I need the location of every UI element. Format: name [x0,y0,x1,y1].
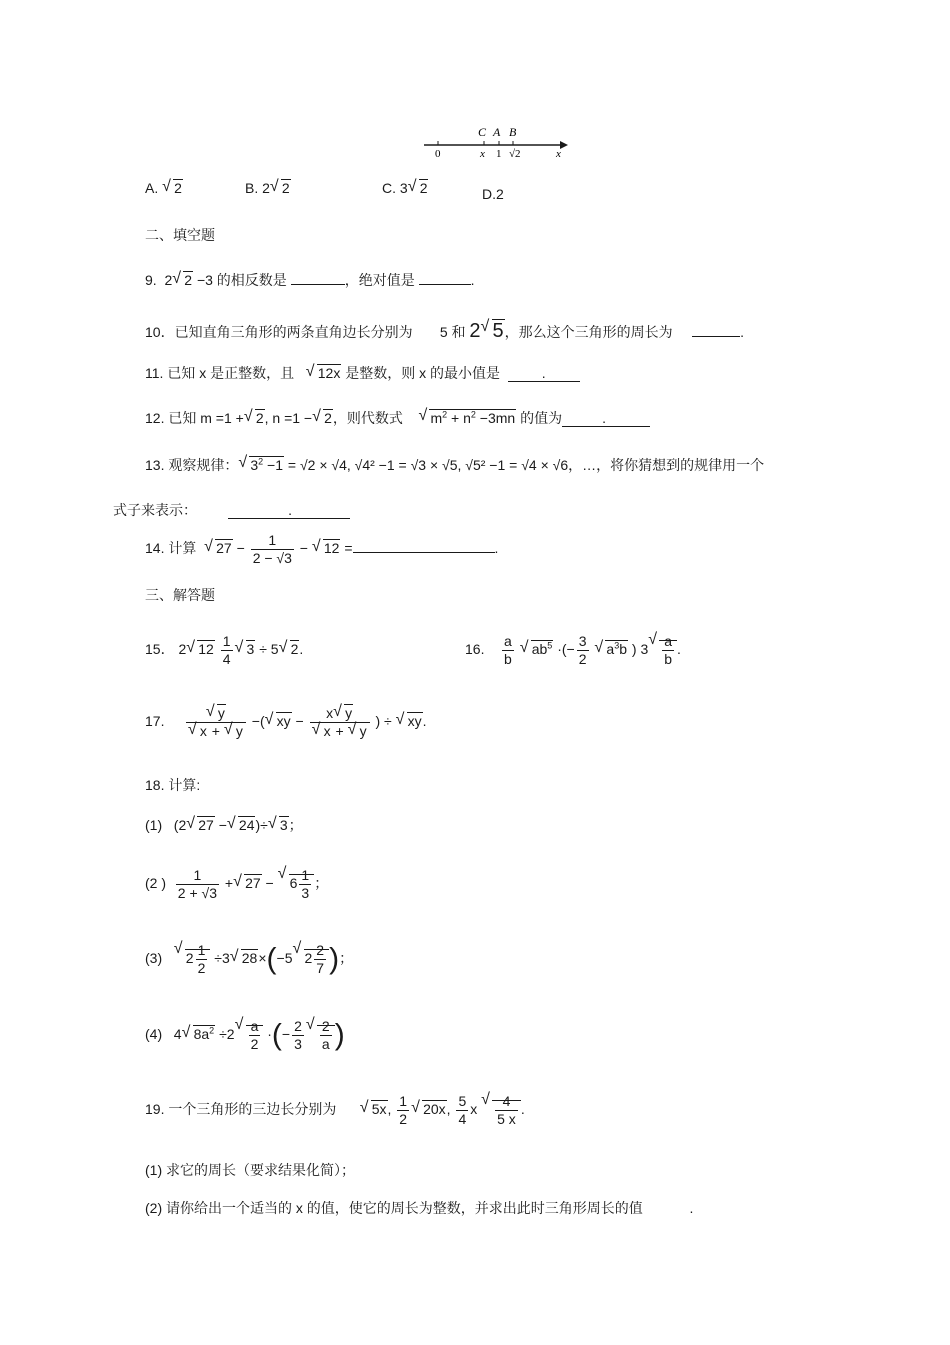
section-fill-in-title: 二、填空题 [145,227,215,243]
question-13-line2: 式子来表示： . [113,500,350,520]
tick-x: x [480,148,485,160]
option-c: C. 3√ 2 [382,180,428,196]
question-19-part1: (1) 求它的周长（要求结果化简）； [145,1162,355,1178]
question-18-part3: (3) √ 2 $\frac{1}{2}$ ÷3√ 28×(−5√ 2 $\frac{2}{7}$ )； [145,942,353,977]
tick-sqrt2: √2 [509,148,521,160]
number-line-figure [420,122,570,162]
option-b: B. 2√ 2 [245,180,291,196]
question-14: 14. 计算 √ 27 − $\frac{1}{2 - √3}$ − √ 12 = . [145,532,498,567]
point-a-label: A [493,125,501,139]
question-17: 17. √ y √ x + √ y −(√ xy − x√ y √ x + √ y ) ÷ √ xy. [145,705,426,740]
question-18-title: 18. 计算: [145,777,201,793]
question-16: 16. $\frac{a}{b}$ √ $ab^5$ ·(− $\frac{3}{2}$ √ $a^3b$ ) 3 √ $\frac{a}{b}$ . [465,633,681,668]
question-15: 15． 2√ 12 $\frac{1}{4}$ √ 3 ÷ 5√ 2. [145,633,303,668]
tick-1: 1 [496,148,502,160]
tick-0: 0 [435,148,441,160]
option-a: A. √ 2 [145,180,183,196]
question-18-part1: (1) (2√ 27 −√ 24)÷√ 3； [145,815,303,835]
point-c-label: C [478,125,487,139]
option-d: D.2 [482,186,504,202]
question-19-part2: (2) 请你给出一个适当的 x 的值，使它的周长为整数，并求出此时三角形周长的值 . [145,1200,694,1216]
question-10: 10．已知直角三角形的两条直角边长分别为 5 和 2√ 5，那么这个三角形的周长为 . [145,320,744,343]
question-19: 19. 一个三角形的三边长分别为 √ 5x, $\frac{1}{2}$ √ 20x, $\frac{5}{4}$ x √ $\frac{4}{5 x}$ . [145,1093,525,1128]
point-b-label: B [509,125,517,139]
question-12: 12. 已知 m =1 +√ 2, n =1 −√ 2，则代数式 √ $m^2 + n^2 -3mn$ 的值为 . [145,408,650,428]
section-answers-title: 三、解答题 [145,587,215,603]
question-18-part2: (2 ) $\frac{1}{2 + √3}$ +√ 27 − √ 6 $\frac{1}{3}$ ； [145,867,328,902]
question-13: 13. 观察规律：√ $3^2 -1 = √2 \times √4$, √4² −1 = √3 × √5, √5² −1 = √4 × √6，…，将你猜想到的规律用一个 [145,455,764,475]
axis-x-label: x [556,148,561,160]
question-9: 9. 2√ 2 −3 的相反数是 ，绝对值是 . [145,270,474,290]
question-18-part4: (4) 4√ $8a^2 \div 2$ √ $\frac{a}{2}$ ·(− $\frac{2}{3}$ √ $\frac{2}{a}$ ) [145,1018,345,1053]
question-11: 11. 已知 x 是正整数，且 √ 12x 是整数，则 x 的最小值是 . [145,363,580,383]
